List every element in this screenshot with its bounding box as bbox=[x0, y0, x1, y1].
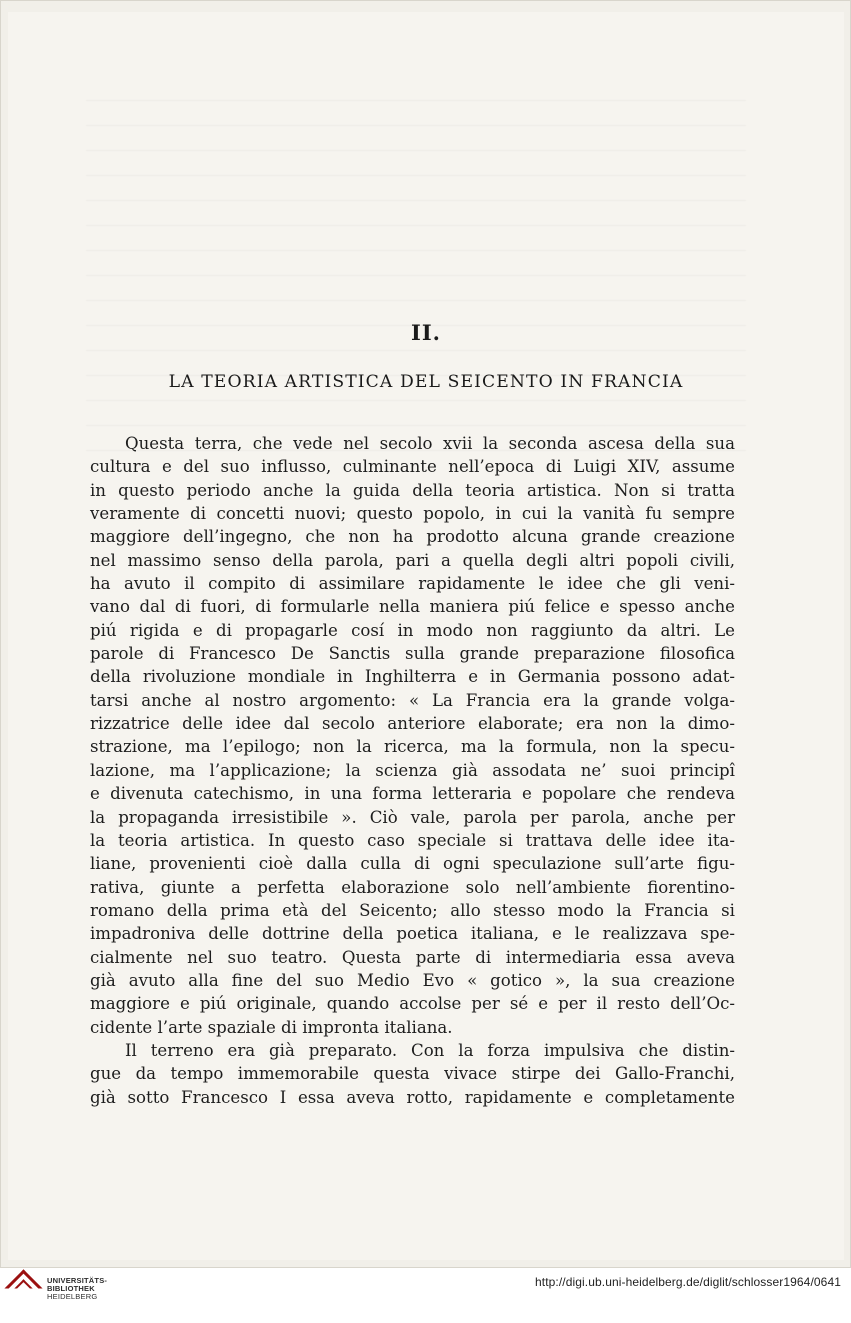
text-line: rizzatrice delle idee dal secolo anteriore elaborate; era non la dimo- bbox=[90, 714, 735, 734]
book-page bbox=[8, 12, 844, 1260]
text-line: lazione, ma l’applicazione; la scienza già assodata ne’ suoi principî bbox=[90, 760, 735, 780]
text-line: e divenuta catechismo, in una forma letteraria e popolare che rendeva bbox=[90, 784, 735, 804]
text-line: nel massimo senso della parola, pari a quella degli altri popoli civili, bbox=[90, 550, 735, 570]
text-line: strazione, ma l’epilogo; non la ricerca, ma la formula, non la specu- bbox=[90, 737, 735, 757]
text-line: maggiore dell’ingegno, che non ha prodotto alcuna grande creazione bbox=[90, 527, 735, 547]
text-line: rativa, giunte a perfetta elaborazione solo nell’ambiente fiorentino- bbox=[90, 877, 735, 897]
text-line: Il terreno era già preparato. Con la forza impulsiva che distin- bbox=[125, 1040, 735, 1060]
text-line: impadroniva delle dottrine della poetica italiana, e le realizzava spe- bbox=[90, 924, 735, 944]
library-logo-text bbox=[47, 1277, 107, 1301]
text-line: parole di Francesco De Sanctis sulla grande preparazione filosofica bbox=[90, 644, 735, 664]
body-text bbox=[90, 432, 735, 1109]
text-line: Questa terra, che vede nel secolo xvii la seconda ascesa della sua bbox=[125, 434, 735, 453]
text-line: la teoria artistica. In questo caso speciale si trattava delle idee ita- bbox=[90, 830, 735, 850]
text-line: liane, provenienti cioè dalla culla di ogni speculazione sull’arte figu- bbox=[90, 854, 735, 874]
text-line: già sotto Francesco I essa aveva rotto, rapidamente e completamente bbox=[90, 1087, 735, 1107]
chapter-title: LA TEORIA ARTISTICA DEL SEICENTO IN FRANCIA bbox=[168, 372, 684, 392]
text-line: piú rigida e di propagarle cosí in modo non raggiunto da altri. Le bbox=[90, 620, 735, 640]
text-line: gue da tempo immemorabile questa vivace stirpe dei Gallo-Franchi, bbox=[90, 1064, 735, 1084]
logo-line: HEIDELBERG bbox=[47, 1292, 98, 1301]
text-line: cidente l’arte spaziale di impronta italiana. bbox=[90, 1017, 453, 1037]
digital-copy-link[interactable]: http://digi.ub.uni-heidelberg.de/diglit/schlosser1964/0641 bbox=[534, 1275, 841, 1289]
logo-line: BIBLIOTHEK bbox=[47, 1284, 95, 1293]
text-line: veramente di concetti nuovi; questo popolo, in cui la vanità fu sempre bbox=[90, 504, 735, 524]
text-line: della rivoluzione mondiale in Inghilterra e in Germania possono adat- bbox=[90, 667, 735, 687]
text-line: già avuto alla fine del suo Medio Evo « gotico », la sua creazione bbox=[90, 970, 735, 990]
show-through-shadow bbox=[86, 100, 746, 460]
text-line: tarsi anche al nostro argomento: « La Francia era la grande volga- bbox=[90, 690, 735, 710]
text-line: vano dal di fuori, di formularle nella maniera piú felice e spesso anche bbox=[90, 597, 735, 617]
text-line: cultura e del suo influsso, culminante nell’epoca di Luigi XIV, assume bbox=[90, 457, 735, 477]
text-line: ha avuto il compito di assimilare rapidamente le idee che gli veni- bbox=[90, 574, 735, 594]
text-line: cialmente nel suo teatro. Questa parte di intermediaria essa aveva bbox=[90, 947, 735, 967]
viewer-footer bbox=[0, 1268, 851, 1323]
chapter-number: II. bbox=[411, 320, 441, 345]
text-line: maggiore e piú originale, quando accolse per sé e per il resto dell’Oc- bbox=[90, 994, 735, 1014]
text-line: in questo periodo anche la guida della teoria artistica. Non si tratta bbox=[90, 480, 735, 500]
text-line: la propaganda irresistibile ». Ciò vale, parola per parola, anche per bbox=[90, 807, 735, 827]
text-line: romano della prima età del Seicento; allo stesso modo la Francia si bbox=[90, 900, 735, 920]
logo-line: UNIVERSITÄTS- bbox=[47, 1276, 108, 1285]
